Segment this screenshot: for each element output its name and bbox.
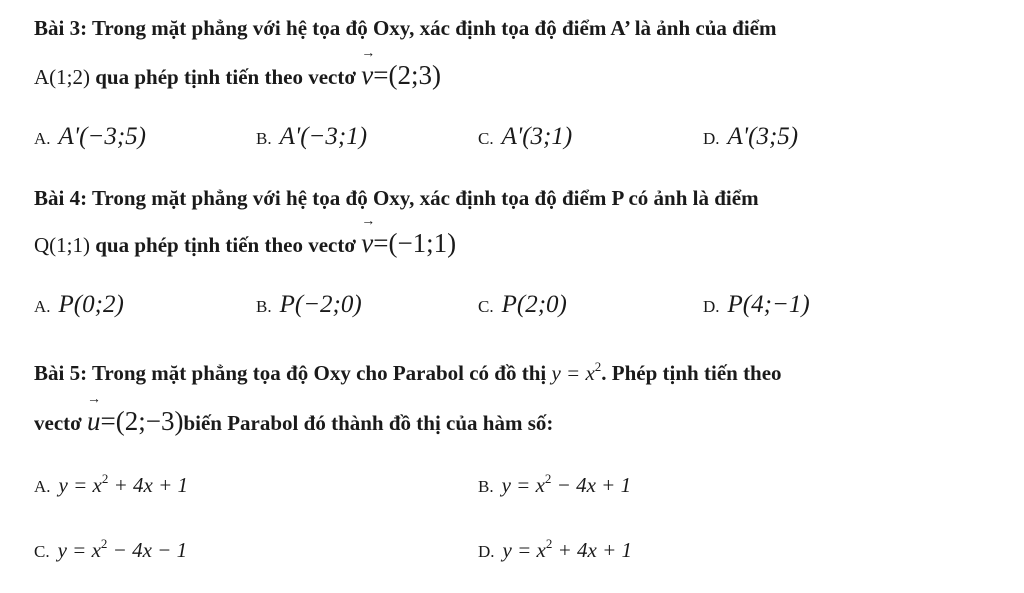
bai5-option-b[interactable] — [478, 472, 631, 496]
bai5-graph-lhs: y = x — [551, 361, 595, 385]
bai5-vector-value: =(2;−3) — [100, 406, 184, 436]
bai5-option-d[interactable] — [478, 537, 632, 561]
bai4-vector-name: → v — [361, 230, 373, 257]
bai3-option-d[interactable] — [703, 124, 798, 149]
option-exp: 2 — [101, 471, 109, 486]
option-letter: C. — [34, 542, 50, 561]
option-value: P(2;0) — [501, 291, 567, 318]
option-letter: D. — [703, 297, 720, 316]
option-value: A'(−3;5) — [58, 123, 146, 150]
option-letter: A. — [34, 477, 51, 496]
option-value: P(−2;0) — [279, 291, 362, 318]
bai5-graph-exp: 2 — [594, 359, 602, 374]
bai4-text2: qua phép tịnh tiến theo vectơ — [90, 233, 362, 257]
option-pre: y = x — [57, 538, 101, 562]
bai5-option-a[interactable] — [34, 472, 188, 496]
bai4-label: Bài 4: — [34, 186, 88, 210]
option-letter: C. — [478, 297, 494, 316]
bai5-question-line2 — [34, 408, 553, 435]
option-letter: A. — [34, 129, 51, 148]
option-value: A'(3;5) — [727, 123, 799, 150]
bai4-option-d[interactable] — [703, 292, 810, 317]
bai4-point: Q(1;1) — [34, 233, 90, 257]
bai3-text1: Trong mặt phẳng với hệ tọa độ Oxy, xác định tọa độ điểm A’ là ảnh của điểm — [87, 16, 777, 40]
option-letter: A. — [34, 297, 51, 316]
bai4-text1: Trong mặt phẳng với hệ tọa độ Oxy, xác định tọa độ điểm P có ảnh là điểm — [87, 186, 759, 210]
option-letter: D. — [703, 129, 720, 148]
option-pre: y = x — [58, 473, 102, 497]
option-post: + 4x + 1 — [108, 473, 189, 497]
bai3-option-a[interactable] — [34, 124, 146, 149]
bai5-text4: biến Parabol đó thành đồ thị của hàm số: — [183, 411, 554, 435]
option-value: P(4;−1) — [727, 291, 810, 318]
bai5-label: Bài 5: — [34, 361, 88, 385]
bai3-option-c[interactable] — [478, 124, 572, 149]
bai4-option-c[interactable] — [478, 292, 567, 317]
option-value: A'(−3;1) — [279, 123, 368, 150]
option-post: + 4x + 1 — [552, 538, 633, 562]
bai5-question-line1 — [34, 360, 782, 384]
option-value: P(0;2) — [58, 291, 124, 318]
bai4-vector-value: =(−1;1) — [373, 228, 457, 258]
option-letter: B. — [478, 477, 494, 496]
option-post: − 4x + 1 — [551, 473, 632, 497]
bai3-option-b[interactable] — [256, 124, 367, 149]
option-value: A'(3;1) — [501, 123, 573, 150]
option-pre: y = x — [501, 473, 545, 497]
option-pre: y = x — [502, 538, 546, 562]
bai4-option-a[interactable] — [34, 292, 124, 317]
bai3-label: Bài 3: — [34, 16, 88, 40]
bai3-point: A(1;2) — [34, 65, 90, 89]
bai3-text2: qua phép tịnh tiến theo vectơ — [90, 65, 362, 89]
bai5-vector-name: → u — [87, 408, 101, 435]
option-letter: C. — [478, 129, 494, 148]
option-exp: 2 — [100, 536, 108, 551]
bai3-question-line2 — [34, 62, 441, 89]
bai3-vector-name: → v — [361, 62, 373, 89]
bai5-text1: Trong mặt phẳng tọa độ Oxy cho Parabol có đồ thị — [87, 361, 552, 385]
option-letter: D. — [478, 542, 495, 561]
option-letter: B. — [256, 297, 272, 316]
option-letter: B. — [256, 129, 272, 148]
bai5-option-c[interactable] — [34, 537, 187, 561]
bai4-question-line2 — [34, 230, 456, 257]
bai5-text2: . Phép tịnh tiến theo — [601, 361, 782, 385]
bai5-text3: vectơ — [34, 411, 88, 435]
option-exp: 2 — [545, 536, 553, 551]
bai3-vector-value: =(2;3) — [373, 60, 441, 90]
bai3-question-line1 — [34, 18, 776, 39]
bai4-option-b[interactable] — [256, 292, 362, 317]
bai4-question-line1 — [34, 188, 759, 209]
option-post: − 4x − 1 — [107, 538, 188, 562]
option-exp: 2 — [544, 471, 552, 486]
